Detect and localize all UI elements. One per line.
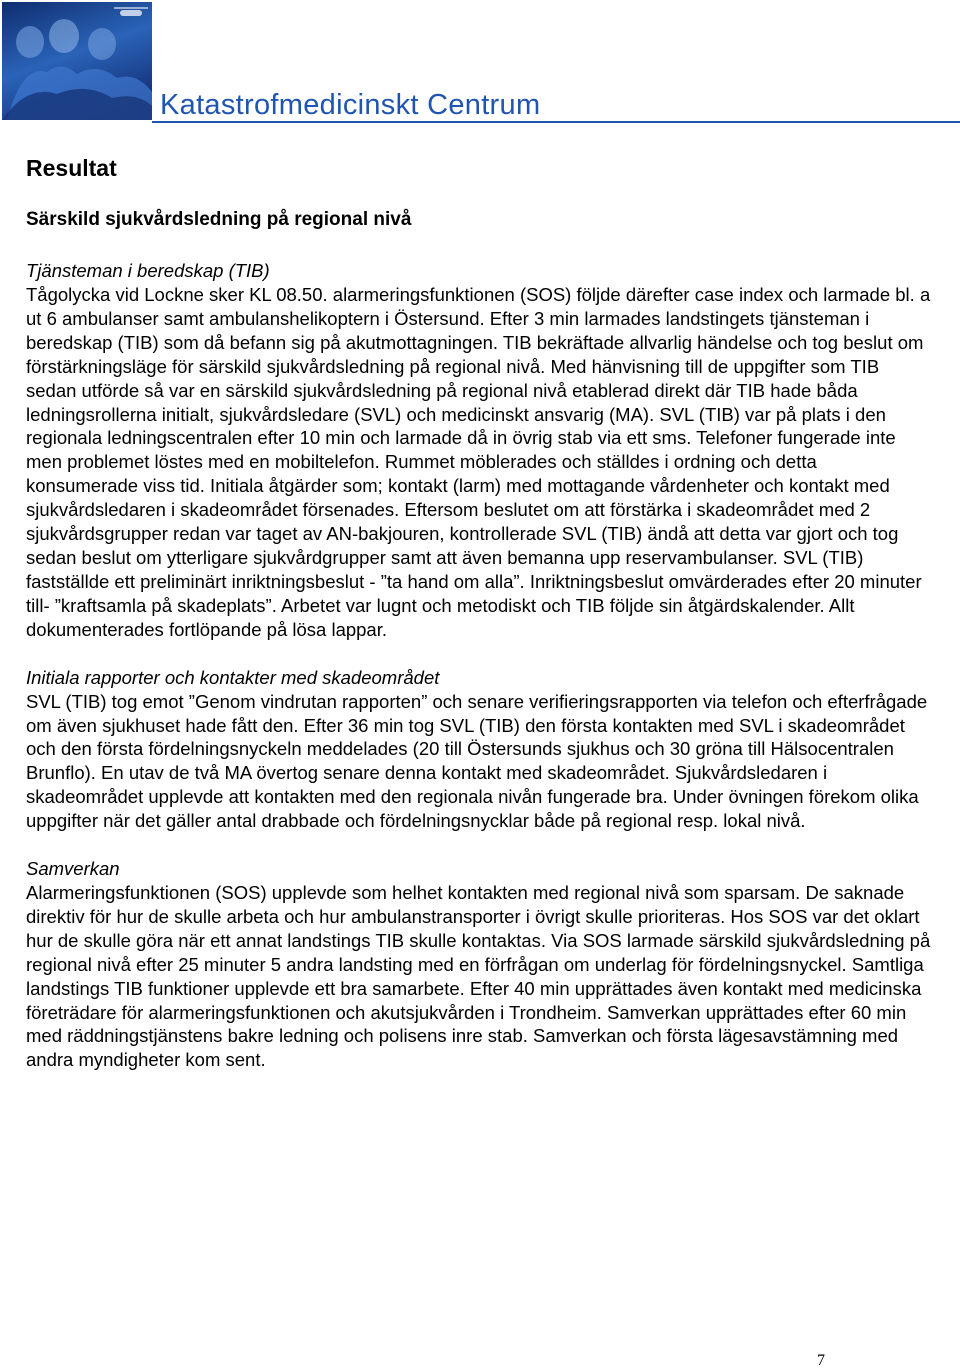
subheading: Särskild sjukvårdsledning på regional nivå — [26, 209, 412, 230]
section-body: Tågolycka vid Lockne sker KL 08.50. alarmeringsfunktionen (SOS) följde därefter case index och larmade bl. a ut 6 ambulanser samt ambulanshelikoptern i Östersund. Efter 3 min larmades landstingets tjänsteman i beredskap (TIB) som då befann sig på akutmottagningen. TIB bekräftade allvarlig händelse och tog beslut om förstärkningsläge för särskild sjukvårdsledning på regional nivå. Med hänvisning till de uppgifter som TIB sedan utförde så var en särskild sjukvårdsledning på regional nivå etablerad direkt där TIB hade båda ledningsrollerna initialt, sjukvårdsledare (SVL) och medicinskt ansvarig (MA). SVL (TIB) var på plats i den regionala ledningscentralen efter 10 min och larmade då in övrig stab via ett sms. Telefoner fungerade inte men problemet löstes med en mobiltelefon. Rummet möblerades och ställdes i ordning och detta konsumerade viss tid. Initiala åtgärder som; kontakt (larm) med mottagande vårdenheter och kontakt med sjukvårdsledaren i skadeområdet försenades. Eftersom beslutet om att förstärka i skadeområdet med 2 sjukvårdsgrupper redan var taget av AN-bakjouren, kontrollerade SVL (TIB) ändå att detta var gjort och tog sedan beslut om ytterligare sjukvårdgrupper samt att även bemanna upp reservambulanser. SVL (TIB) fastställde ett preliminärt inriktningsbeslut - ”ta hand om alla”. Inriktningsbeslut omvärderades efter 20 minuter till- ”kraftsamla på skadeplats”. Arbetet var lugnt och metodiskt och TIB följde sin åtgärdskalender. Allt dokumenterades fortlöpande på lösa lappar. — [26, 284, 931, 640]
document-body — [26, 150, 931, 1072]
section-body: Alarmeringsfunktionen (SOS) upplevde som helhet kontakten med regional nivå som sparsam. De saknade direktiv för hur de skulle arbeta och hur ambulanstransporter i övrigt skulle prioriteras. Hos SOS var det oklart hur de skulle göra när ett annat landstings TIB skulle kontaktas. Via SOS larmade särskild sjukvårdsledning på regional nivå efter 25 minuter 5 andra landsting med en förfrågan om underlag för fördelningsnyckel. Samtliga landstings TIB funktioner upplevde ett bra samarbete. Efter 40 min upprättades även kontakt med medicinska företrädare för alarmeringsfunktionen och akutsjukvården i Trondheim. Samverkan upprättades efter 60 min med räddningstjänstens bakre ledning och polisens inre stab. Samverkan och första lägesavstämning med andra myndigheter kom sent. — [26, 882, 931, 1071]
section-tib — [26, 259, 931, 642]
brand-title: Katastrofmedicinskt Centrum — [160, 89, 541, 121]
section-title: Tjänsteman i beredskap (TIB) — [26, 260, 270, 281]
medical-team-illustration — [2, 2, 152, 120]
section-title: Initiala rapporter och kontakter med skadeområdet — [26, 666, 440, 688]
header-divider — [152, 121, 960, 123]
page-header — [0, 0, 960, 126]
page-heading: Resultat — [26, 155, 117, 181]
header-logo-image — [2, 2, 152, 120]
section-body: SVL (TIB) tog emot ”Genom vindrutan rapporten” och senare verifieringsrapporten via telefon och efterfrågade om även sjukhuset hade fått den. Efter 36 min tog SVL (TIB) den första kontakten med SVL i skadeområdet och den första fördelningsnyckeln meddelades (20 till Östersunds sjukhus och 30 gröna till Hälsocentralen Brunflo). En utav de två MA övertog senare denna kontakt med skadeområdet. Sjukvårdsledaren i skadeområdet upplevde att kontakten med den regionala nivån fungerade bra. Under övningen förekom olika uppgifter när det gäller antal drabbade och fördelningsnycklar både på regional resp. lokal nivå. — [26, 690, 928, 832]
page-number: 7 — [817, 1352, 825, 1369]
section-samverkan — [26, 857, 931, 1072]
section-initial-reports — [26, 666, 931, 833]
section-title: Samverkan — [26, 858, 120, 880]
